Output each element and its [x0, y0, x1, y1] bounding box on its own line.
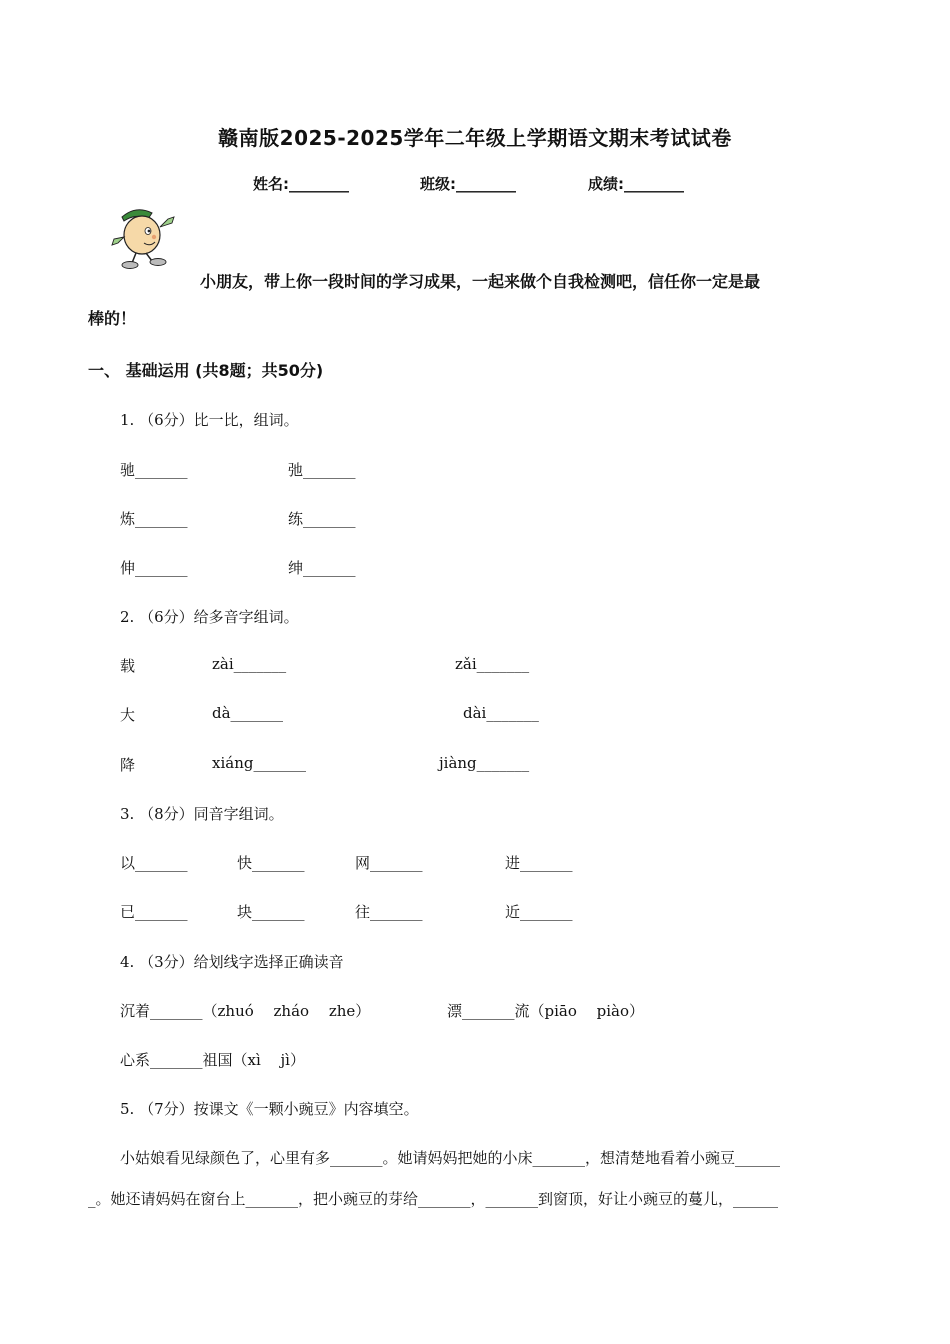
q3-row1-a: 以_______: [120, 854, 188, 872]
q1-row3-b: 绅_______: [288, 559, 356, 577]
score-field: 成绩:________: [588, 175, 684, 193]
mascot-icon: [108, 205, 188, 275]
q2-row2-b: dài_______: [463, 704, 539, 722]
q1-row1-b: 弛_______: [288, 461, 356, 479]
q1-row3-a: 伸_______: [120, 559, 188, 577]
q2-row1-a: zài_______: [212, 655, 287, 673]
q2-row2-a: dà_______: [212, 704, 284, 722]
q5-paragraph-line-2: _。她还请妈妈在窗台上_______，把小豌豆的芽给_______，_______到窗顶，好让小豌豆的蔓儿，______: [88, 1190, 779, 1208]
q1-row1-a: 驰_______: [120, 461, 188, 479]
q1-row2-b: 练_______: [288, 510, 356, 528]
question-4-title: 4. （3分）给划线字选择正确读音: [120, 953, 344, 971]
q3-row2-d: 近_______: [505, 903, 573, 921]
q2-row1-char: 载: [120, 657, 136, 675]
name-field: 姓名:________: [253, 175, 349, 193]
q3-row1-b: 快_______: [237, 854, 305, 872]
q2-row3-a: xiáng_______: [212, 754, 306, 772]
q3-row2-c: 往_______: [355, 903, 423, 921]
q3-row2-a: 已_______: [120, 903, 188, 921]
q5-paragraph-line-1: 小姑娘看见绿颜色了，心里有多_______。她请妈妈把她的小床_______，想清楚地看着小豌豆______: [120, 1149, 781, 1167]
intro-line-2: 棒的！: [88, 309, 137, 328]
question-3-title: 3. （8分）同音字组词。: [120, 805, 284, 823]
q2-row2-char: 大: [120, 706, 136, 724]
question-5-title: 5. （7分）按课文《一颗小豌豆》内容填空。: [120, 1100, 419, 1118]
q1-row2-a: 炼_______: [120, 510, 188, 528]
intro-line-1: 小朋友，带上你一段时间的学习成果，一起来做个自我检测吧，信任你一定是最: [200, 272, 761, 291]
q2-row3-b: jiàng_______: [439, 754, 530, 772]
class-field: 班级:________: [420, 175, 516, 193]
q2-row3-char: 降: [120, 756, 136, 774]
q3-row2-b: 块_______: [237, 903, 305, 921]
question-1-title: 1. （6分）比一比，组词。: [120, 411, 299, 429]
q2-row1-b: zǎi_______: [455, 655, 530, 673]
q4-row1-b: 漂_______流（piāo piào）: [447, 1002, 645, 1020]
page-title: 赣南版2025-2025学年二年级上学期语文期末考试试卷: [218, 126, 732, 150]
question-2-title: 2. （6分）给多音字组词。: [120, 608, 299, 626]
q3-row1-d: 进_______: [505, 854, 573, 872]
section-heading-1: 一、 基础运用 (共8题；共50分): [88, 361, 324, 380]
q4-row2: 心系_______祖国（xì jì）: [120, 1051, 305, 1069]
q3-row1-c: 网_______: [355, 854, 423, 872]
q4-row1-a: 沉着_______（zhuó zháo zhe）: [120, 1002, 371, 1020]
